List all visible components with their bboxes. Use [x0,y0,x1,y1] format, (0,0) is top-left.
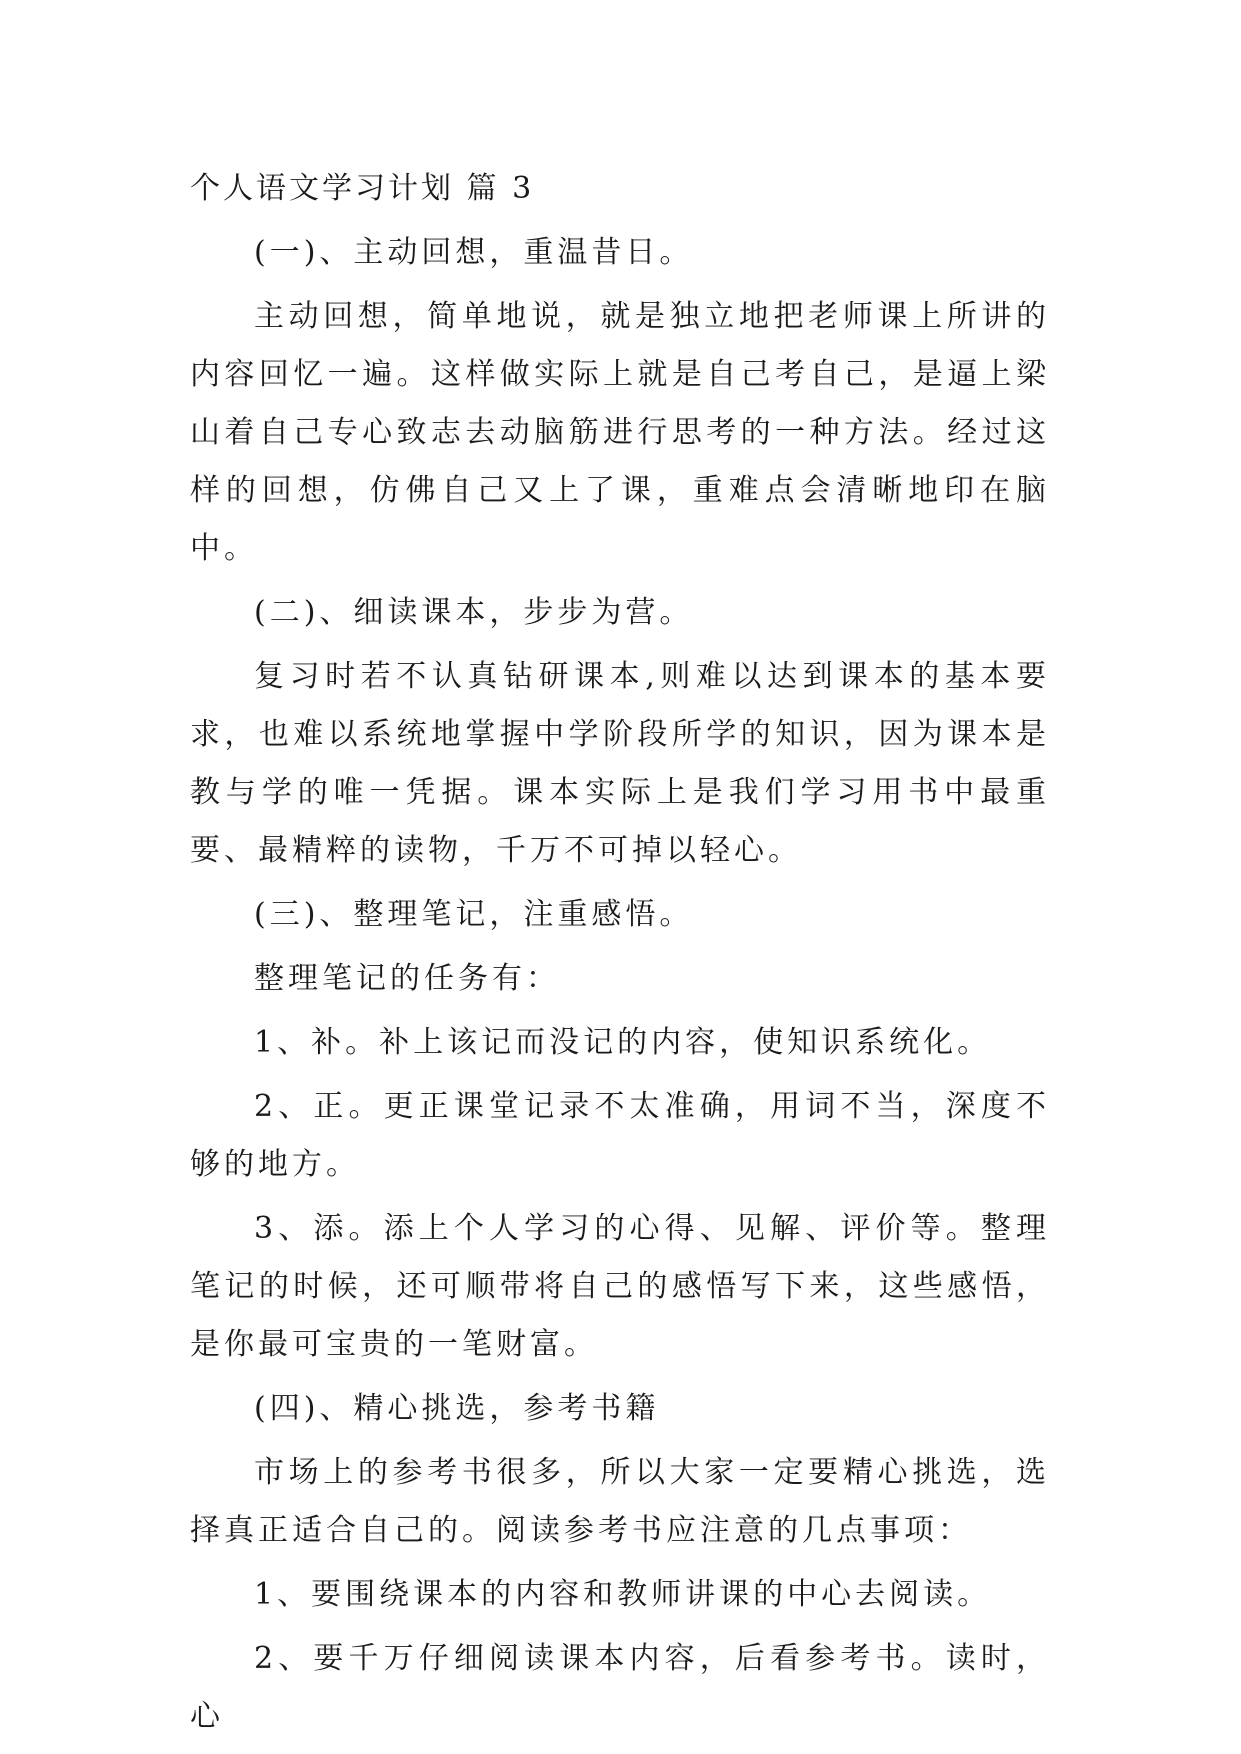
section-heading-4: (四)、精心挑选，参考书籍 [254,1391,660,1426]
section-heading-3: (三)、整理笔记，注重感悟。 [254,897,694,932]
paragraph: 市场上的参考书很多，所以大家一定要精心挑选，选择真正适合自己的。阅读参考书应注意的几点事项： [190,1455,1050,1548]
list-item: 3、添。添上个人学习的心得、见解、评价等。整理笔记的时候，还可顺带将自己的感悟写下来，这些感悟，是你最可宝贵的一笔财富。 [190,1211,1050,1362]
section-heading-2: (二)、细读课本，步步为营。 [254,595,694,630]
list-item: 2、要千万仔细阅读课本内容，后看参考书。读时，心 [190,1641,1050,1734]
list-item: 2、正。更正课堂记录不太准确，用词不当，深度不够的地方。 [190,1089,1050,1182]
list-item: 1、要围绕课本的内容和教师讲课的中心去阅读。 [254,1577,992,1612]
paragraph: 复习时若不认真钻研课本,则难以达到课本的基本要求，也难以系统地掌握中学阶段所学的知识，因为课本是教与学的唯一凭据。课本实际上是我们学习用书中最重要、最精粹的读物，千万不可掉以轻心。 [190,659,1050,868]
document-body [190,160,1050,1746]
paragraph: 整理笔记的任务有： [254,961,560,996]
list-item: 1、补。补上该记而没记的内容，使知识系统化。 [254,1025,992,1060]
paragraph: 主动回想，简单地说，就是独立地把老师课上所讲的内容回忆一遍。这样做实际上就是自己考自己，是逼上梁山着自己专心致志去动脑筋进行思考的一种方法。经过这样的回想，仿佛自己又上了课，重难点会清晰地印在脑中。 [190,299,1050,566]
section-heading-1: (一)、主动回想，重温昔日。 [254,235,694,270]
document-title: 个人语文学习计划 篇 3 [190,171,535,206]
